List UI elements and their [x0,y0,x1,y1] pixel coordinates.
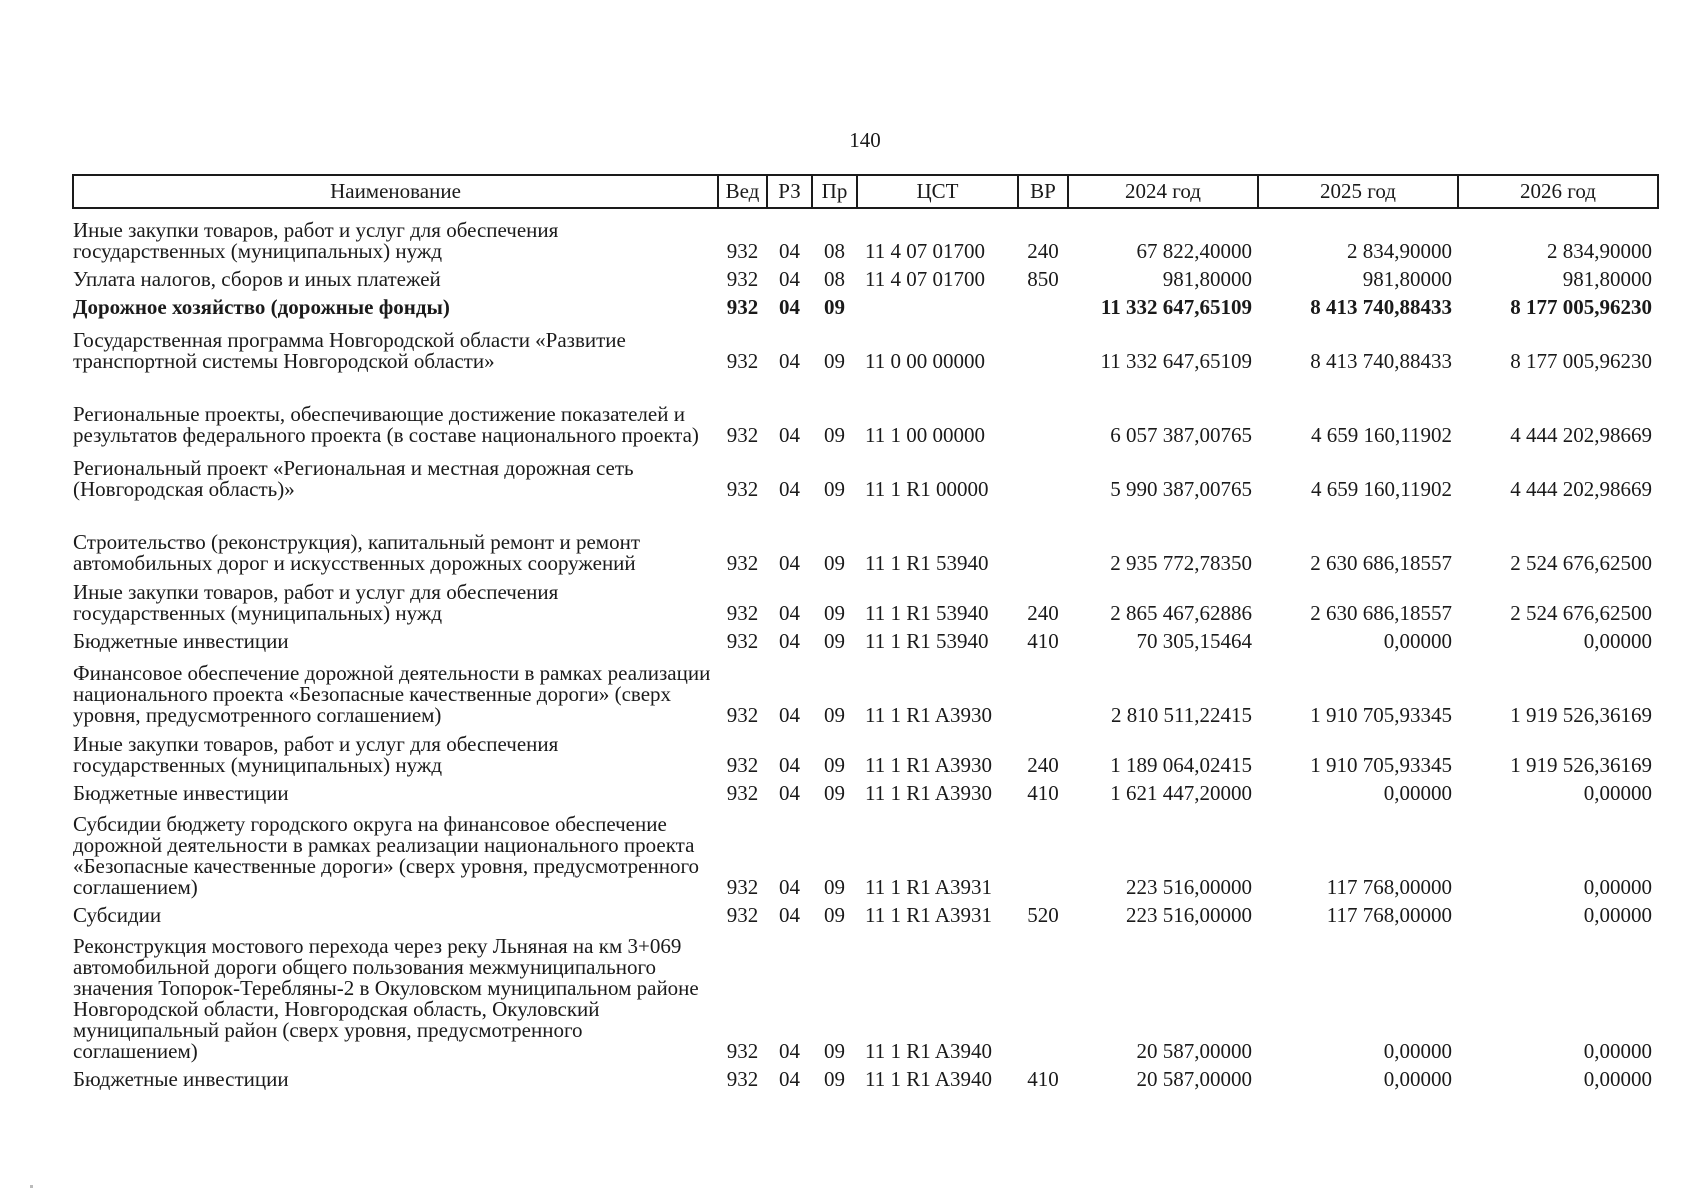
row-pr: 09 [824,903,845,927]
row-name: Строительство (реконструкция), капитальный ремонт и ремонт автомобильных дорог и искусственных дорожных сооружений [73,530,640,575]
row-cst: 11 4 07 01700 [865,239,985,263]
table-row [73,318,1658,372]
table-row [73,208,1658,262]
row-cst: 11 1 R1 53940 [865,551,989,575]
row-2024: 223 516,00000 [1126,903,1252,927]
table-row-section [73,290,1658,318]
row-ved: 932 [726,423,759,447]
row-pr: 08 [824,239,845,263]
row-cst: 11 1 00 00000 [865,423,985,447]
row-rz: 04 [779,1067,800,1091]
row-2024: 2 935 772,78350 [1110,551,1252,575]
row-2025: 0,00000 [1383,1067,1452,1091]
table-row [73,1062,1658,1090]
row-cst: 11 1 R1 A3930 [865,753,992,777]
header-2024: 2024 год [1068,175,1258,208]
row-vr: 240 [1027,601,1059,625]
row-name: Бюджетные инвестиции [73,629,289,653]
table-row [73,372,1658,446]
row-pr: 09 [824,477,845,501]
table-row [73,926,1658,1062]
row-name: Субсидии [73,903,162,927]
row-vr [1018,446,1068,500]
row-cst: 11 1 R1 A3940 [865,1067,992,1091]
row-cst: 11 1 R1 A3940 [865,1039,992,1063]
row-rz: 04 [779,551,800,575]
row-2024: 70 305,15464 [1136,629,1252,653]
row-rz: 04 [779,477,800,501]
header-name: Наименование [73,175,718,208]
table-row [73,624,1658,652]
row-cst: 11 1 R1 A3930 [865,781,992,805]
table-row [73,652,1658,726]
row-cst: 11 1 R1 A3931 [865,903,992,927]
row-rz: 04 [779,1039,800,1063]
row-rz: 04 [779,239,800,263]
row-cst: 11 1 R1 53940 [865,629,989,653]
row-cst: 11 0 00 00000 [865,349,985,373]
table-row [73,262,1658,290]
row-vr: 240 [1027,753,1059,777]
row-rz: 04 [779,629,800,653]
row-2026: 2 834,90000 [1547,239,1652,263]
row-vr [1018,926,1068,1062]
row-vr [1018,652,1068,726]
row-2025: 1 910 705,93345 [1310,703,1452,727]
row-pr: 09 [824,423,845,447]
row-cst: 11 1 R1 A3931 [865,875,992,899]
row-ved: 932 [726,551,759,575]
row-2024: 1 621 447,20000 [1110,781,1252,805]
row-2024: 11 332 647,65109 [1100,349,1252,373]
row-vr: 410 [1027,1067,1059,1091]
row-vr: 520 [1027,903,1059,927]
row-cst: 11 1 R1 00000 [865,477,989,501]
table-row [73,898,1658,926]
row-rz: 04 [779,267,800,291]
header-rz: РЗ [767,175,812,208]
row-2024: 981,80000 [1162,267,1252,291]
row-2025: 2 834,90000 [1347,239,1452,263]
row-rz: 04 [779,423,800,447]
scan-artifact [30,1185,33,1188]
row-name: Финансовое обеспечение дорожной деятельности в рамках реализации национального проекта «Безопасные качественные дороги» (сверх уровня, предусмотренного соглашением) [73,661,711,727]
row-2026: 1 919 526,36169 [1510,753,1652,777]
row-ved: 932 [726,1067,759,1091]
row-name: Государственная программа Новгородской области «Развитие транспортной системы Новгородской области» [73,328,626,373]
row-ved: 932 [726,753,759,777]
row-2025: 2 630 686,18557 [1310,551,1452,575]
row-2026: 8 177 005,96230 [1510,349,1652,373]
row-vr [1018,500,1068,574]
row-pr: 09 [824,629,845,653]
row-2025: 4 659 160,11902 [1311,423,1452,447]
row-pr: 09 [824,601,845,625]
row-vr: 240 [1027,239,1059,263]
row-pr: 09 [824,551,845,575]
row-2025: 0,00000 [1383,629,1452,653]
row-ved: 932 [726,349,759,373]
row-vr: 410 [1027,629,1059,653]
row-2026: 0,00000 [1583,875,1652,899]
row-name: Уплата налогов, сборов и иных платежей [73,267,441,291]
row-2024: 5 990 387,00765 [1110,477,1252,501]
row-cst: 11 1 R1 53940 [865,601,989,625]
row-name: Региональные проекты, обеспечивающие достижение показателей и результатов федерального проекта (в составе национального проекта) [73,402,699,447]
table-row [73,776,1658,804]
row-pr: 09 [824,349,845,373]
row-rz: 04 [779,781,800,805]
row-ved: 932 [726,781,759,805]
header-cst: ЦСТ [857,175,1018,208]
row-rz: 04 [779,753,800,777]
header-vr: ВР [1018,175,1068,208]
row-name: Бюджетные инвестиции [73,781,289,805]
budget-table [72,174,1659,1090]
row-ved: 932 [726,601,759,625]
row-2025: 0,00000 [1383,781,1452,805]
row-name: Региональный проект «Региональная и местная дорожная сеть (Новгородская область)» [73,456,634,501]
row-2025: 1 910 705,93345 [1310,753,1452,777]
row-rz: 04 [779,295,800,319]
row-pr: 09 [824,781,845,805]
row-cst [857,290,1018,318]
row-2026: 4 444 202,98669 [1510,477,1652,501]
row-ved: 932 [726,1039,759,1063]
row-rz: 04 [779,349,800,373]
row-2024: 20 587,00000 [1136,1067,1252,1091]
row-2026: 0,00000 [1583,1039,1652,1063]
row-rz: 04 [779,703,800,727]
row-ved: 932 [726,903,759,927]
table-row [73,446,1658,500]
row-name: Субсидии бюджету городского округа на финансовое обеспечение дорожной деятельности в рамках реализации национального проекта «Безопасные качественные дороги» (сверх уровня, предусмотренного соглашением) [73,812,700,899]
row-2025: 8 413 740,88433 [1310,349,1452,373]
row-ved: 932 [726,477,759,501]
row-pr: 09 [824,1039,845,1063]
row-vr [1018,372,1068,446]
row-name: Реконструкция мостового перехода через реку Льняная на км 3+069 автомобильной дороги общего пользования межмуниципального значения Топорок-Теребляны-2 в Окуловском муниципальном районе Новгородской области, Новгородская область, Окуловский муниципальный район (сверх уровня, предусмотренного соглашением) [73,934,699,1063]
row-vr [1018,290,1068,318]
row-2025: 8 413 740,88433 [1310,295,1452,319]
header-2025: 2025 год [1258,175,1458,208]
row-name: Иные закупки товаров, работ и услуг для обеспечения государственных (муниципальных) нужд [73,732,559,777]
row-name: Иные закупки товаров, работ и услуг для обеспечения государственных (муниципальных) нужд [73,580,559,625]
row-2026: 0,00000 [1583,903,1652,927]
row-vr: 850 [1027,267,1059,291]
header-pr: Пр [812,175,857,208]
row-pr: 09 [824,295,845,319]
header-ved: Вед [718,175,767,208]
page-number: 140 [849,128,881,152]
row-2026: 981,80000 [1562,267,1652,291]
row-vr: 410 [1027,781,1059,805]
table-row [73,804,1658,898]
row-2024: 223 516,00000 [1126,875,1252,899]
row-name: Дорожное хозяйство (дорожные фонды) [73,295,450,319]
row-2024: 2 810 511,22415 [1111,703,1252,727]
row-pr: 09 [824,703,845,727]
row-rz: 04 [779,903,800,927]
row-2024: 20 587,00000 [1136,1039,1252,1063]
row-pr: 09 [824,875,845,899]
row-2025: 0,00000 [1383,1039,1452,1063]
row-2024: 2 865 467,62886 [1110,601,1252,625]
table-row [73,500,1658,574]
table-header [73,175,1658,208]
row-name: Иные закупки товаров, работ и услуг для обеспечения государственных (муниципальных) нужд [73,218,559,263]
row-rz: 04 [779,601,800,625]
row-2025: 981,80000 [1362,267,1452,291]
row-2025: 4 659 160,11902 [1311,477,1452,501]
row-2026: 4 444 202,98669 [1510,423,1652,447]
row-2026: 0,00000 [1583,1067,1652,1091]
row-name: Бюджетные инвестиции [73,1067,289,1091]
row-ved: 932 [726,875,759,899]
row-cst: 11 1 R1 A3930 [865,703,992,727]
row-2026: 1 919 526,36169 [1510,703,1652,727]
table-body [73,208,1658,1090]
row-ved: 932 [726,267,759,291]
row-2026: 2 524 676,62500 [1510,551,1652,575]
row-ved: 932 [726,629,759,653]
row-2025: 2 630 686,18557 [1310,601,1452,625]
row-2025: 117 768,00000 [1326,875,1452,899]
table-row [73,726,1658,776]
row-vr [1018,318,1068,372]
row-ved: 932 [726,295,759,319]
header-2026: 2026 год [1458,175,1658,208]
row-pr: 09 [824,1067,845,1091]
row-2024: 11 332 647,65109 [1100,295,1252,319]
row-pr: 09 [824,753,845,777]
row-2025: 117 768,00000 [1326,903,1452,927]
row-2026: 0,00000 [1583,629,1652,653]
row-2024: 6 057 387,00765 [1110,423,1252,447]
row-pr: 08 [824,267,845,291]
row-vr [1018,804,1068,898]
row-2026: 0,00000 [1583,781,1652,805]
row-2024: 67 822,40000 [1136,239,1252,263]
row-rz: 04 [779,875,800,899]
row-2026: 2 524 676,62500 [1510,601,1652,625]
row-2024: 1 189 064,02415 [1110,753,1252,777]
table-row [73,574,1658,624]
row-2026: 8 177 005,96230 [1510,295,1652,319]
row-cst: 11 4 07 01700 [865,267,985,291]
row-ved: 932 [726,703,759,727]
row-ved: 932 [726,239,759,263]
